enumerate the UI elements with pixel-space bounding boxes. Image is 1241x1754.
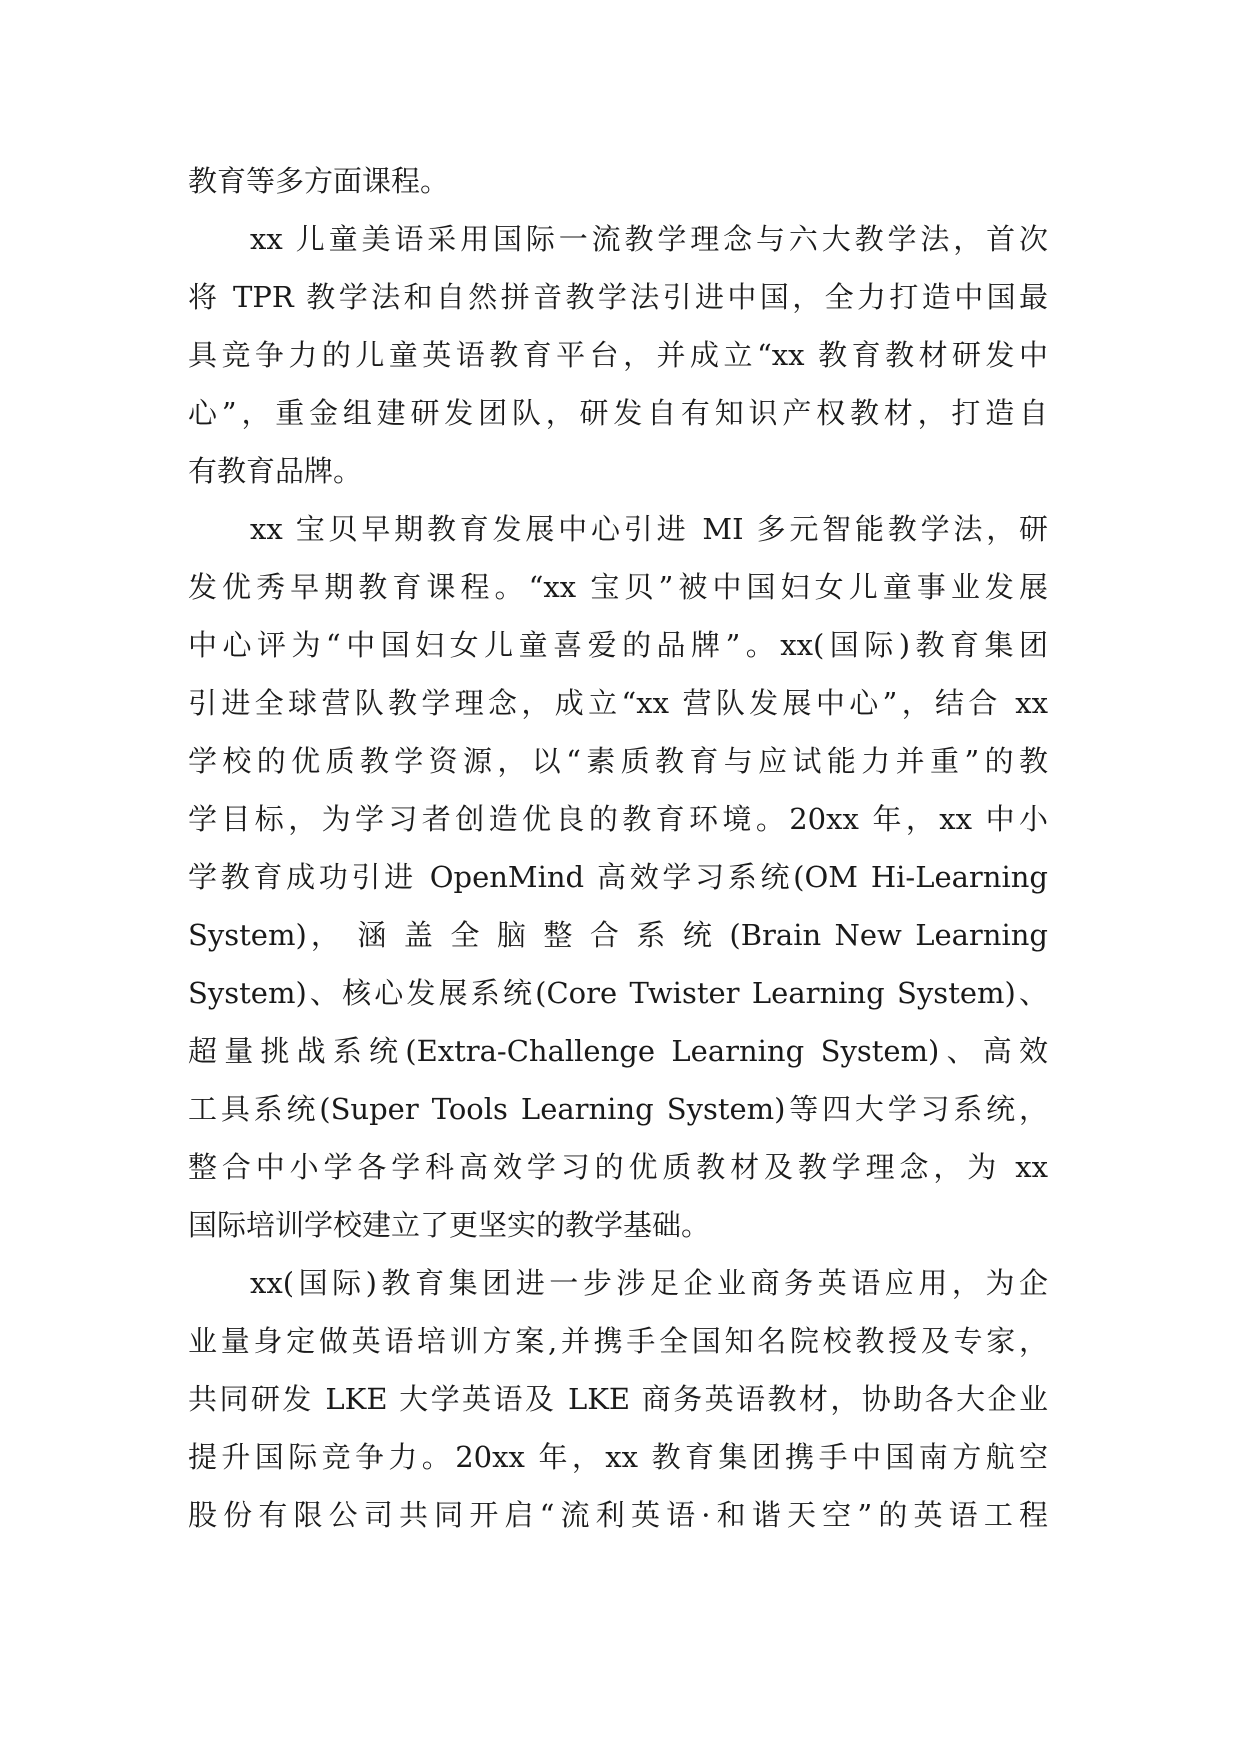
text-line: 学教育成功引进 OpenMind 高效学习系统(OM Hi-Learning xyxy=(188,860,1048,894)
text-line: 学校的优质教学资源，以“素质教育与应试能力并重”的教 xyxy=(188,744,1048,778)
text-line: 将 TPR 教学法和自然拼音教学法引进中国，全力打造中国最 xyxy=(188,280,1048,314)
text-line: 心”，重金组建研发团队，研发自有知识产权教材，打造自 xyxy=(188,396,1048,430)
text-line: xx 儿童美语采用国际一流教学理念与六大教学法，首次 xyxy=(250,222,1048,256)
text-line: System)、核心发展系统(Core Twister Learning System)、 xyxy=(188,976,1048,1010)
document-body xyxy=(188,152,1048,1544)
text-line: 共同研发 LKE 大学英语及 LKE 商务英语教材，协助各大企业 xyxy=(188,1382,1048,1416)
text-line: 提升国际竞争力。20xx 年，xx 教育集团携手中国南方航空 xyxy=(188,1440,1048,1474)
text-line: System)， 涵 盖 全 脑 整 合 系 统 (Brain New Learning xyxy=(188,918,1048,952)
text-line: 国际培训学校建立了更坚实的教学基础。 xyxy=(188,1208,711,1242)
text-line: 学目标，为学习者创造优良的教育环境。20xx 年，xx 中小 xyxy=(188,802,1048,836)
text-line: 工具系统(Super Tools Learning System)等四大学习系统， xyxy=(188,1092,1048,1126)
text-line: 引进全球营队教学理念，成立“xx 营队发展中心”，结合 xx xyxy=(188,686,1048,720)
text-line: 股份有限公司共同开启“流利英语·和谐天空”的英语工程 xyxy=(188,1498,1048,1532)
text-line: xx 宝贝早期教育发展中心引进 MI 多元智能教学法，研 xyxy=(250,512,1048,546)
text-line: 教育等多方面课程。 xyxy=(188,164,450,198)
text-line: xx(国际)教育集团进一步涉足企业商务英语应用，为企 xyxy=(250,1266,1048,1300)
text-line: 超量挑战系统(Extra-Challenge Learning System)、高效 xyxy=(188,1034,1048,1068)
text-line: 具竞争力的儿童英语教育平台，并成立“xx 教育教材研发中 xyxy=(188,338,1048,372)
text-line: 发优秀早期教育课程。“xx 宝贝”被中国妇女儿童事业发展 xyxy=(188,570,1048,604)
text-line: 中心评为“中国妇女儿童喜爱的品牌”。xx(国际)教育集团 xyxy=(188,628,1048,662)
text-line: 有教育品牌。 xyxy=(188,454,363,488)
text-line: 业量身定做英语培训方案,并携手全国知名院校教授及专家， xyxy=(188,1324,1048,1358)
text-line: 整合中小学各学科高效学习的优质教材及教学理念，为 xx xyxy=(188,1150,1048,1184)
